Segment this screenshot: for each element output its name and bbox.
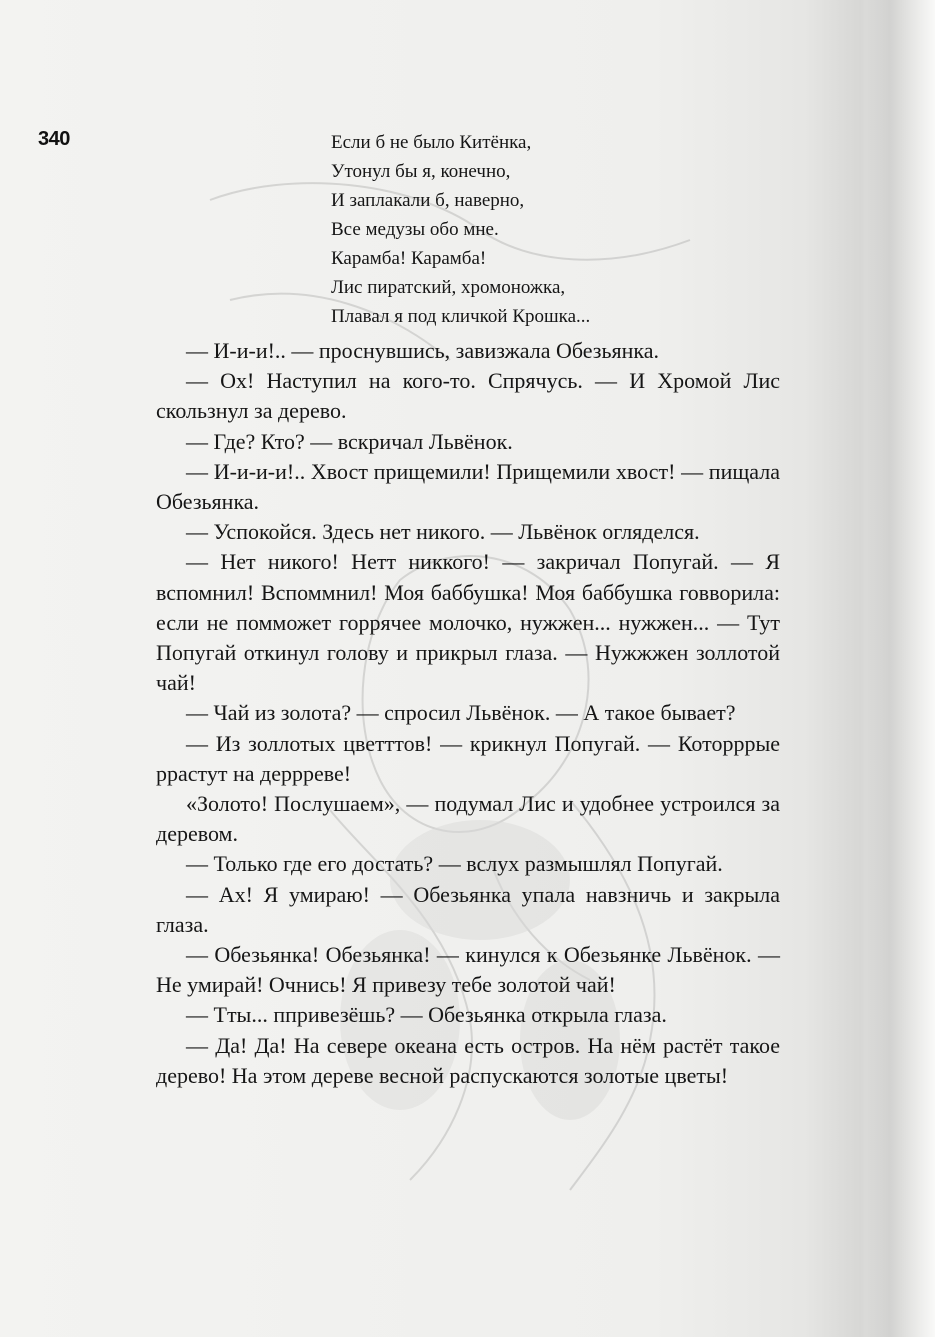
page-number: 340 — [38, 128, 70, 150]
page-gutter-shadow — [865, 0, 935, 1337]
paragraph: — Где? Кто? — вскричал Львёнок. — [186, 428, 513, 454]
paragraph: — И-и-и-и!.. Хвост прищемили! Прищемили хвост! — пищала Обезьянка. — [156, 458, 780, 515]
verse-line: Утонул бы я, конечно, — [331, 161, 511, 182]
paragraph: — Обезьянка! Обезьянка! — кинулся к Обезьянке Львёнок. — Не умирай! Очнись! Я привезу тебе золотой чай! — [156, 942, 780, 998]
paragraph: — Нет никого! Нетт никкого! — закричал Попугай. — Я вспомнил! Вспоммнил! Моя баббушка! Моя баббушка говворила: если не помможет горрячее молочко, нужжен... нужжен... — Тут Попугай откинул голову и прикрыл глаза. — Нужжжен золлотой чай! — [156, 549, 780, 696]
paragraph: — Ах! Я умираю! — Обезьянка упала навзничь и закрыла глаза. — [156, 881, 780, 937]
verse-line: Плавал я под кличкой Крошка... — [331, 306, 591, 327]
verse-line: Все медузы обо мне. — [331, 219, 499, 240]
prose-text — [156, 336, 780, 1091]
paragraph: — Ох! Наступил на кого-то. Спрячусь. — И Хромой Лис скользнул за дерево. — [156, 368, 780, 424]
paragraph: — Тты... ппривезёшь? — Обезьянка открыла глаза. — [186, 1002, 667, 1028]
paragraph: «Золото! Послушаем», — подумал Лис и удобнее устроился за деревом. — [156, 791, 780, 847]
verse-line: Если б не было Китёнка, — [331, 132, 532, 153]
paragraph: — Успокойся. Здесь нет никого. — Львёнок огляделся. — [186, 519, 700, 545]
verse-line: Карамба! Карамба! — [331, 248, 487, 269]
paragraph: — Да! Да! На севере океана есть остров. На нём растёт такое дерево! На этом дереве весной распускаются золотые цветы! — [156, 1032, 780, 1088]
paragraph: — Чай из золота? — спросил Львёнок. — А такое бывает? — [186, 700, 736, 726]
verse-stanza — [331, 128, 590, 331]
paragraph: — Из золлотых цветттов! — крикнул Попугай. — Которррые ррастут на деррреве! — [156, 730, 780, 786]
paragraph: — Только где его достать? — вслух размышлял Попугай. — [186, 851, 723, 877]
verse-line: Лис пиратский, хромоножка, — [331, 277, 566, 298]
paragraph: — И-и-и!.. — проснувшись, завизжала Обезьянка. — [186, 338, 660, 363]
verse-line: И заплакали б, наверно, — [331, 190, 525, 211]
